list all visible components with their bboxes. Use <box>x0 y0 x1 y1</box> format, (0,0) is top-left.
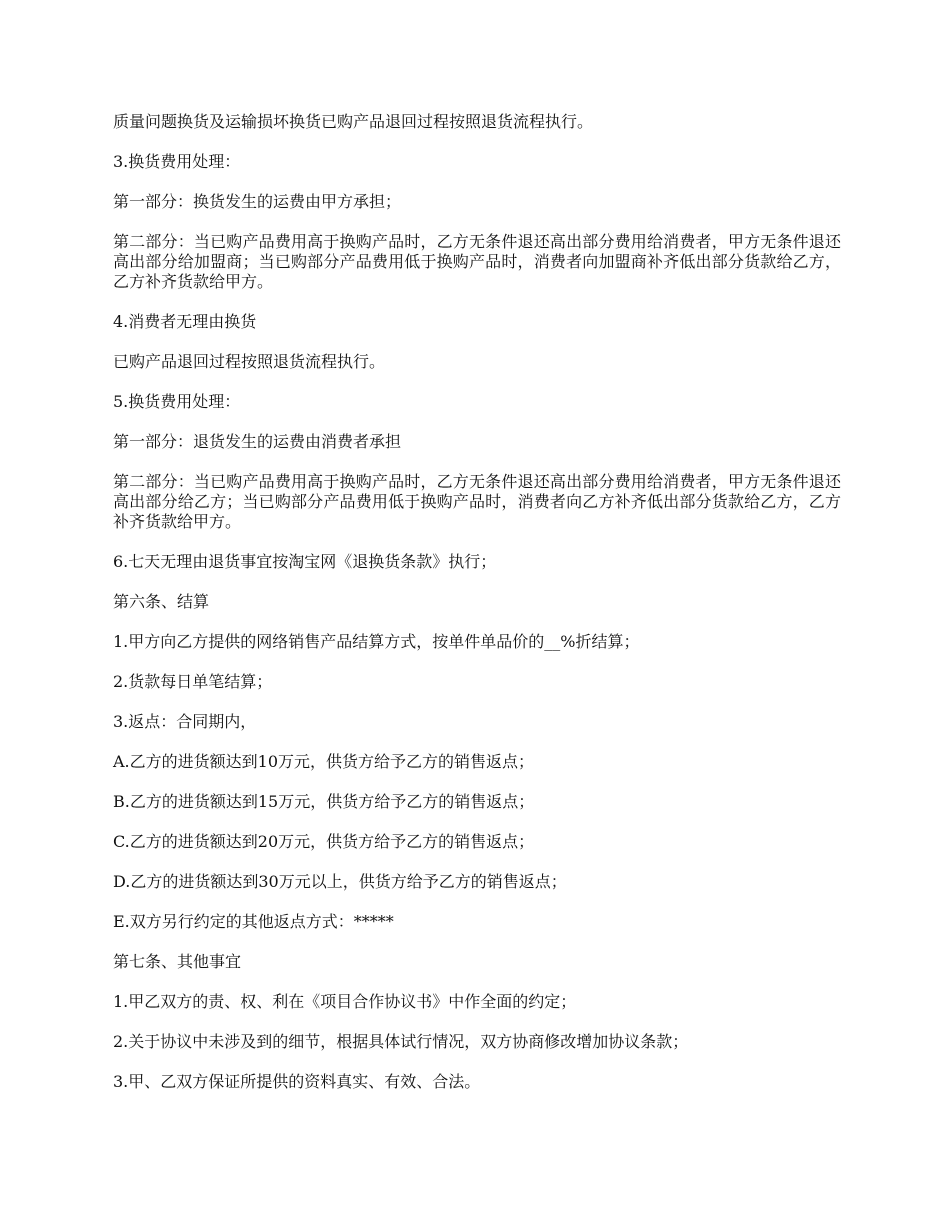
paragraph-part-one-consumer-freight: 第一部分：退货发生的运费由消费者承担 <box>113 432 402 451</box>
paragraph-quality-exchange: 质量问题换货及运输损坏换货已购产品退回过程按照退货流程执行。 <box>113 112 594 131</box>
paragraph-seven-day-return: 6.七天无理由退货事宜按淘宝网《退换货条款》执行； <box>113 552 497 571</box>
heading-article-six: 第六条、结算 <box>113 592 210 611</box>
paragraph-rights-responsibilities: 1.甲乙双方的责、权、利在《项目合作协议书》中作全面的约定； <box>113 992 577 1011</box>
paragraph-rebate-d: D.乙方的进货额达到30万元以上，供货方给予乙方的销售返点； <box>113 872 567 891</box>
paragraph-daily-settlement: 2.货款每日单笔结算； <box>113 672 273 691</box>
paragraph-rebate-c: C.乙方的进货额达到20万元，供货方给予乙方的销售返点； <box>113 832 535 851</box>
paragraph-part-one-freight: 第一部分：换货发生的运费由甲方承担； <box>113 192 402 211</box>
paragraph-uncovered-details: 2.关于协议中未涉及到的细节，根据具体试行情况，双方协商修改增加协议条款； <box>113 1032 689 1051</box>
paragraph-rebate-b: B.乙方的进货额达到15万元，供货方给予乙方的销售返点； <box>113 792 535 811</box>
paragraph-data-authenticity: 3.甲、乙双方保证所提供的资料真实、有效、合法。 <box>113 1072 481 1091</box>
paragraph-part-two-refund: 第二部分：当已购产品费用高于换购产品时，乙方无条件退还高出部分费用给消费者，甲方无条件退还高出部分给加盟商；当已购部分产品费用低于换购产品时，消费者向加盟商补齐低出部分货款给乙方，乙方补齐货款给甲方。 <box>113 232 841 291</box>
paragraph-part-two-refund-b: 第二部分：当已购产品费用高于换购产品时，乙方无条件退还高出部分费用给消费者，甲方无条件退还高出部分给乙方；当已购部分产品费用低于换购产品时，消费者向乙方补齐低出部分货款给乙方，乙方补齐货款给甲方。 <box>113 472 841 531</box>
paragraph-rebate-e: E.双方另行约定的其他返点方式：***** <box>113 912 394 931</box>
paragraph-rebate-a: A.乙方的进货额达到10万元，供货方给予乙方的销售返点； <box>113 752 535 771</box>
document-body <box>113 112 841 1112</box>
heading-exchange-fee-5: 5.换货费用处理： <box>113 392 241 411</box>
paragraph-settlement-method: 1.甲方向乙方提供的网络销售产品结算方式，按单件单品价的__%折结算； <box>113 632 640 651</box>
paragraph-rebate-intro: 3.返点：合同期内， <box>113 712 257 731</box>
heading-no-reason-exchange: 4.消费者无理由换货 <box>113 312 257 331</box>
paragraph-return-process: 已购产品退回过程按照退货流程执行。 <box>113 352 386 371</box>
heading-exchange-fee-3: 3.换货费用处理： <box>113 152 241 171</box>
heading-article-seven: 第七条、其他事宜 <box>113 952 242 971</box>
